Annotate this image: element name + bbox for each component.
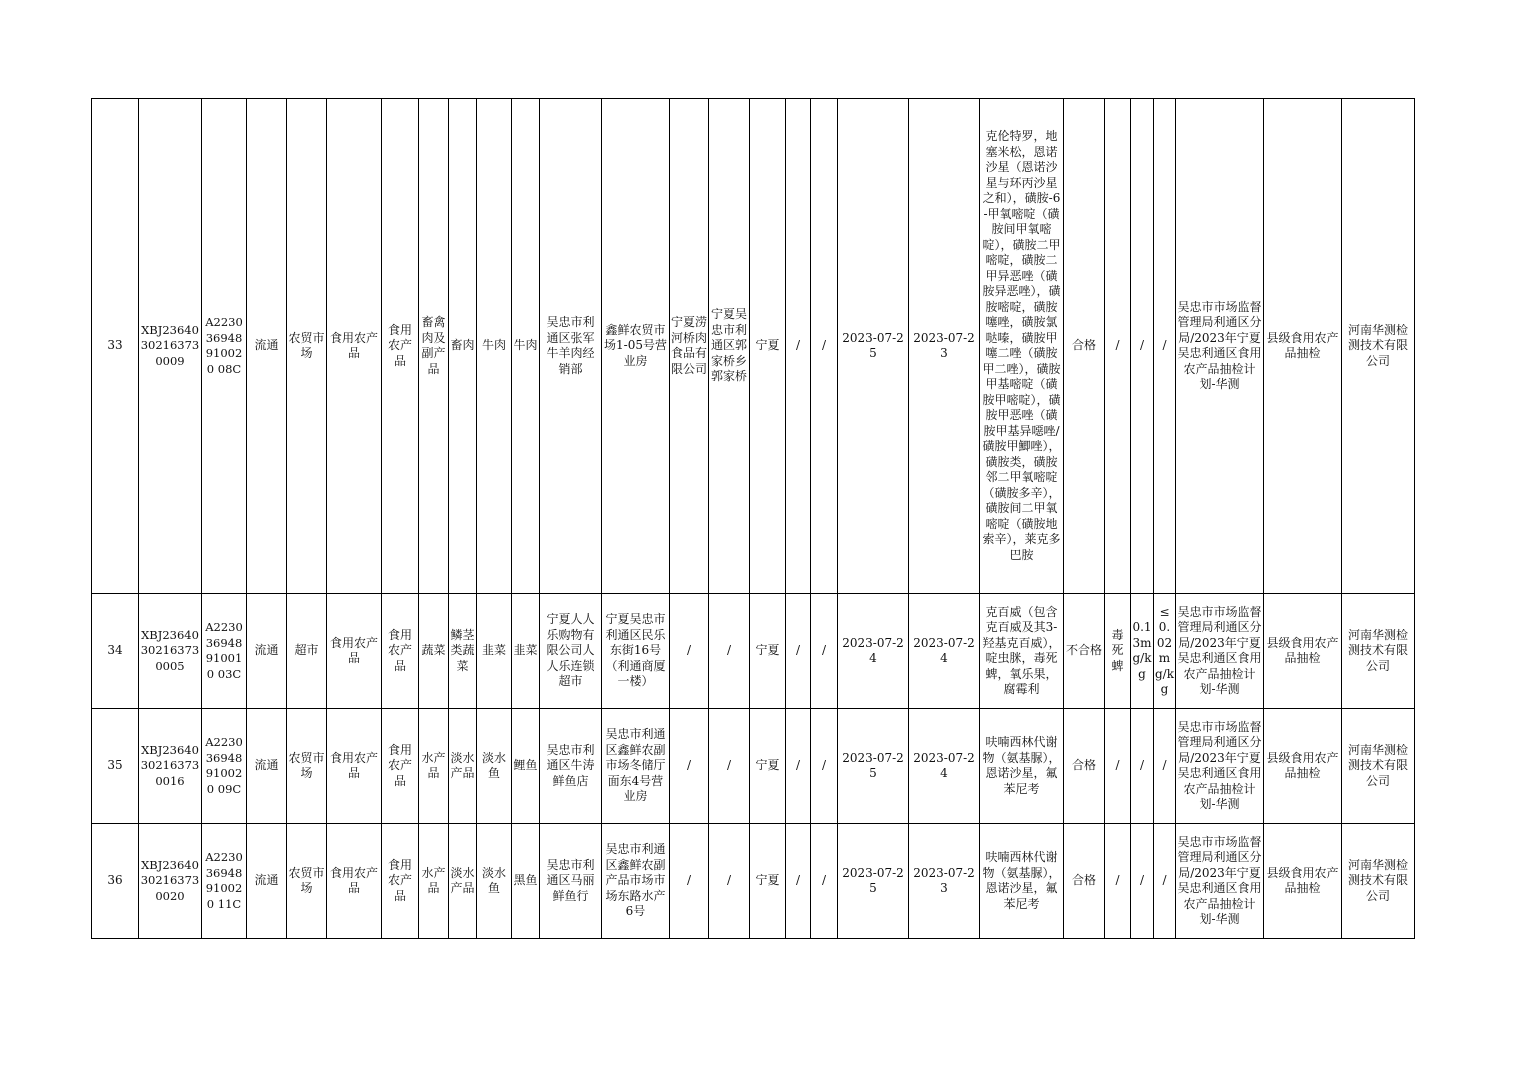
seller-address: 吴忠市利通区鑫鲜农副产品市场市场东路水产6号 [602, 824, 670, 939]
production-date: 2023-07-24 [909, 709, 980, 824]
sampling-link: 流通 [247, 709, 287, 824]
seller-name: 吴忠市利通区张军牛羊肉经销部 [540, 99, 602, 594]
standard-value: / [1154, 824, 1176, 939]
food-category-1: 食用农产品 [327, 709, 382, 824]
food-category-4: 畜肉 [449, 99, 477, 594]
food-category-3: 畜禽肉及副产品 [419, 99, 449, 594]
sampling-link: 流通 [247, 99, 287, 594]
food-category-1: 食用农产品 [327, 594, 382, 709]
failed-item: / [1105, 709, 1131, 824]
result: 不合格 [1064, 594, 1105, 709]
producer-address: / [709, 709, 750, 824]
sampling-plan: 吴忠市市场监督管理局利通区分局/2023年宁夏吴忠利通区食用农产品抽检计划-华测 [1176, 99, 1264, 594]
province: 宁夏 [750, 709, 786, 824]
row-number: 34 [92, 594, 139, 709]
sample-number: XBJ23640302163730009 [139, 99, 202, 594]
row-number: 33 [92, 99, 139, 594]
sampling-plan: 吴忠市市场监督管理局利通区分局/2023年宁夏吴忠利通区食用农产品抽检计划-华测 [1176, 824, 1264, 939]
food-category-4: 淡水产品 [449, 824, 477, 939]
brand: / [811, 709, 838, 824]
producer-name: / [670, 709, 709, 824]
task-number: A223036948910020 11C [202, 824, 247, 939]
task-number: A223036948910020 09C [202, 709, 247, 824]
food-category-3: 蔬菜 [419, 594, 449, 709]
specification: / [786, 709, 811, 824]
failed-value: / [1131, 709, 1154, 824]
sample-name: 黑鱼 [512, 824, 540, 939]
production-date: 2023-07-23 [909, 824, 980, 939]
seller-address: 宁夏吴忠市利通区民乐东街16号（利通商厦一楼） [602, 594, 670, 709]
failed-item: / [1105, 824, 1131, 939]
food-category-4: 淡水产品 [449, 709, 477, 824]
food-category-2: 食用农产品 [382, 99, 419, 594]
food-category-1: 食用农产品 [327, 99, 382, 594]
producer-address: / [709, 824, 750, 939]
row-number: 36 [92, 824, 139, 939]
failed-value: / [1131, 824, 1154, 939]
table-row [92, 824, 1415, 939]
testing-lab: 河南华测检测技术有限公司 [1342, 594, 1415, 709]
sampling-date: 2023-07-25 [838, 709, 909, 824]
sampling-place: 农贸市场 [287, 99, 327, 594]
food-category-5: 淡水鱼 [477, 709, 512, 824]
sampling-plan: 吴忠市市场监督管理局利通区分局/2023年宁夏吴忠利通区食用农产品抽检计划-华测 [1176, 709, 1264, 824]
province: 宁夏 [750, 99, 786, 594]
brand: / [811, 594, 838, 709]
inspection-items: 克百威（包含克百威及其3-羟基克百威），啶虫脒，毒死蜱，氧乐果，腐霉利 [980, 594, 1064, 709]
inspection-items: 呋喃西林代谢物（氨基脲），恩诺沙星，氟苯尼考 [980, 824, 1064, 939]
sampling-date: 2023-07-25 [838, 99, 909, 594]
food-category-3: 水产品 [419, 709, 449, 824]
sample-name: 牛肉 [512, 99, 540, 594]
food-category-2: 食用农产品 [382, 824, 419, 939]
table-row [92, 594, 1415, 709]
producer-name: / [670, 824, 709, 939]
inspection-items: 克伦特罗，地塞米松，恩诺沙星（恩诺沙星与环丙沙星之和），磺胺-6-甲氧嘧啶（磺胺间甲氧嘧啶），磺胺二甲嘧啶，磺胺二甲异恶唑（磺胺异恶唑），磺胺嘧啶，磺胺噻唑，磺胺氯哒嗪，磺胺甲噻二唑（磺胺甲二唑），磺胺甲基嘧啶（磺胺甲嘧啶），磺胺甲恶唑（磺胺甲基异噁唑/磺胺甲鯽唑），磺胺类，磺胺邻二甲氧嘧啶（磺胺多辛），磺胺间二甲氧嘧啶（磺胺地索辛），莱克多巴胺 [980, 99, 1064, 594]
food-category-4: 鳞茎类蔬菜 [449, 594, 477, 709]
food-category-1: 食用农产品 [327, 824, 382, 939]
province: 宁夏 [750, 594, 786, 709]
sample-name: 韭菜 [512, 594, 540, 709]
sampling-place: 超市 [287, 594, 327, 709]
specification: / [786, 824, 811, 939]
sampling-link: 流通 [247, 824, 287, 939]
table-row [92, 99, 1415, 594]
food-category-2: 食用农产品 [382, 594, 419, 709]
inspection-level: 县级食用农产品抽检 [1264, 824, 1342, 939]
specification: / [786, 99, 811, 594]
sampling-place: 农贸市场 [287, 709, 327, 824]
sample-name: 鲤鱼 [512, 709, 540, 824]
standard-value: ≤0.02mg/kg [1154, 594, 1176, 709]
result: 合格 [1064, 824, 1105, 939]
seller-name: 宁夏人人乐购物有限公司人人乐连锁超市 [540, 594, 602, 709]
failed-value: / [1131, 99, 1154, 594]
failed-item: / [1105, 99, 1131, 594]
testing-lab: 河南华测检测技术有限公司 [1342, 709, 1415, 824]
failed-item: 毒死蜱 [1105, 594, 1131, 709]
standard-value: / [1154, 99, 1176, 594]
food-category-5: 牛肉 [477, 99, 512, 594]
sampling-date: 2023-07-24 [838, 594, 909, 709]
inspection-level: 县级食用农产品抽检 [1264, 99, 1342, 594]
sampling-link: 流通 [247, 594, 287, 709]
inspection-items: 呋喃西林代谢物（氨基脲），恩诺沙星，氟苯尼考 [980, 709, 1064, 824]
seller-name: 吴忠市利通区马丽鲜鱼行 [540, 824, 602, 939]
production-date: 2023-07-23 [909, 99, 980, 594]
sampling-date: 2023-07-25 [838, 824, 909, 939]
food-category-5: 淡水鱼 [477, 824, 512, 939]
producer-address: / [709, 594, 750, 709]
row-number: 35 [92, 709, 139, 824]
food-category-2: 食用农产品 [382, 709, 419, 824]
province: 宁夏 [750, 824, 786, 939]
production-date: 2023-07-24 [909, 594, 980, 709]
specification: / [786, 594, 811, 709]
task-number: A223036948910010 03C [202, 594, 247, 709]
failed-value: 0.13mg/kg [1131, 594, 1154, 709]
seller-address: 鑫鲜农贸市场1-05号营业房 [602, 99, 670, 594]
brand: / [811, 824, 838, 939]
brand: / [811, 99, 838, 594]
sample-number: XBJ23640302163730005 [139, 594, 202, 709]
testing-lab: 河南华测检测技术有限公司 [1342, 824, 1415, 939]
inspection-level: 县级食用农产品抽检 [1264, 594, 1342, 709]
table-row [92, 709, 1415, 824]
sampling-place: 农贸市场 [287, 824, 327, 939]
food-category-3: 水产品 [419, 824, 449, 939]
sample-number: XBJ23640302163730016 [139, 709, 202, 824]
seller-name: 吴忠市利通区牛涛鲜鱼店 [540, 709, 602, 824]
sample-number: XBJ23640302163730020 [139, 824, 202, 939]
result: 合格 [1064, 709, 1105, 824]
inspection-level: 县级食用农产品抽检 [1264, 709, 1342, 824]
food-category-5: 韭菜 [477, 594, 512, 709]
results-table [91, 98, 1415, 939]
testing-lab: 河南华测检测技术有限公司 [1342, 99, 1415, 594]
producer-address: 宁夏吴忠市利通区郭家桥乡郭家桥 [709, 99, 750, 594]
producer-name: / [670, 594, 709, 709]
standard-value: / [1154, 709, 1176, 824]
task-number: A223036948910020 08C [202, 99, 247, 594]
result: 合格 [1064, 99, 1105, 594]
seller-address: 吴忠市利通区鑫鲜农副市场冬储厅面东4号营业房 [602, 709, 670, 824]
producer-name: 宁夏涝河桥肉食品有限公司 [670, 99, 709, 594]
sampling-plan: 吴忠市市场监督管理局利通区分局/2023年宁夏吴忠利通区食用农产品抽检计划-华测 [1176, 594, 1264, 709]
